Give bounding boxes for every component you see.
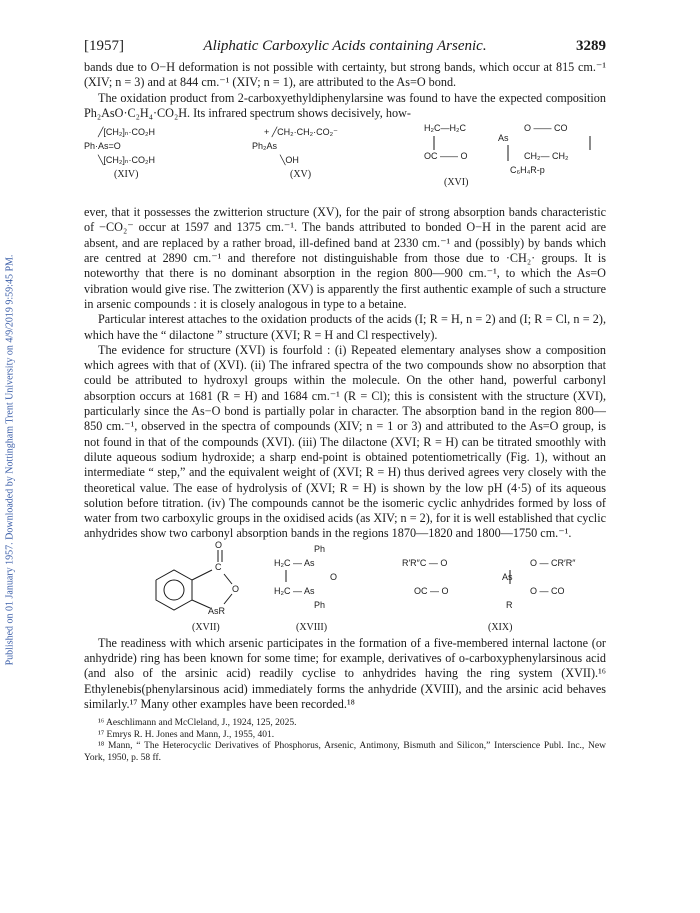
s19-r2: O — CR′R″	[530, 557, 576, 568]
page-number: 3289	[576, 38, 606, 54]
s18-r2: H₂C — As	[274, 585, 315, 596]
s15-bot: ╲OH	[280, 155, 299, 166]
paragraph-4: Particular interest attaches to the oxidation products of the acids (I; R = H, n = 2) and (I; R = Cl, n = 2), which have the “ dilactone ” structure (XVI; R = H and Cl respectively).	[84, 312, 606, 342]
label-xvi: (XVI)	[444, 177, 469, 189]
footnote-18: ¹⁸ Mann, “ The Heterocyclic Derivatives of Phosphorus, Arsenic, Antimony, Bismuth and Silicon,” Interscience Publ. Inc., New York, 1950, p. 58 ff.	[84, 741, 606, 763]
download-note: Published on 01 January 1957. Downloaded by Nottingham Trent University on 4/9/2019 9:59:45 PM.	[4, 254, 16, 666]
s19-r3: OC — O	[414, 585, 449, 596]
s19-r: R	[506, 599, 513, 610]
paragraph-3: ever, that it possesses the zwitterion structure (XV), for the pair of strong absorption bands characteristic of −CO₂⁻ occur at 1597 and 1375 cm.⁻¹. The bands attributed to bonded O−H in the parent acid are absent, and are replaced by a rather broad, ill-defined band at 2330 cm.⁻¹ and (possibly) by bands which are centred at 2890 cm.⁻¹ and therefore not distinguishable from those due to ·CH₂· groups. It is noteworthy that there is no dominant absorption in the region 800—900 cm.⁻¹, to which the As=O vibration would give rise. The zwitterion (XV) is apparently the first authentic example of such a structure in arsenic compounds : it is closely analogous in type to a betaine.	[84, 205, 606, 311]
label-xviii: (XVIII)	[296, 621, 328, 633]
s19-r4: O — CO	[530, 585, 565, 596]
paragraph-5: The evidence for structure (XVI) is fourfold : (i) Repeated elementary analyses show a composition which agrees with that of (XVI). (ii) The infrared spectra of the two compounds show no absorption that could be attributed to hydroxyl groups within the molecule. On the other hand, powerful carbonyl absorption occurs at 1681 (R = H) and 1684 cm.⁻¹ (R = Cl); this is consistent with the structure (XVI), particularly since the As−O bond is partially polar in character. The absorption band in the region 800—850 cm.⁻¹, observed in the spectra of compounds (XIV; n = 1 or 3) and attributed to the As=O group, is not found in that of the compounds (XVI). (iii) The dilactone (XVI; R = H) can be titrated smoothly with dilute aqueous sodium hydroxide; a sharp end-point is obtained potentiometrically (Fig. 1), without an intermediate “ step,” and the equivalent weight of (XVI; R = H) thus derived agrees very closely with the theoretical value. The ease of hydrolysis of (XVI; R = H) is shown by the low pH (4·5) of its aqueous solution before titration. (iv) The compounds cannot be the isomeric cyclic anhydrides formed by loss of water from two carboxylic groups in the oxidised acids (as XIV; n = 2), for it is well established that cyclic anhydrides show two carbonyl absorption bands in the regions 1870—1820 and 1800—1750 cm.⁻¹.	[84, 342, 606, 541]
paragraph-6: The readiness with which arsenic participates in the formation of a five-membered internal lactone (or anhydride) ring has been known for some time; for example, derivatives of o-carboxyphenylarsinous acid (and also of the arsinic acid) readily cyclise to anhydrides having the ring system (XVII).¹⁶ Ethylenebis(phenylarsinous acid) immediately forms the anhydride (XVIII), and the arsinic acid behaves similarly.¹⁷ Many other examples have been recorded.¹⁸	[84, 635, 606, 711]
structures-xvii-xix	[84, 539, 606, 636]
footnotes	[84, 718, 606, 764]
header-year: [1957]	[84, 38, 124, 54]
footnote-17: ¹⁷ Emrys R. H. Jones and Mann, J., 1955, 401.	[98, 729, 275, 740]
benzene-ring-xvii	[84, 539, 606, 636]
s17-c: C	[215, 561, 222, 572]
s14-bot: ╲[CH₂]ₙ·CO₂H	[98, 155, 155, 166]
s17-o2: O	[232, 583, 240, 594]
running-header	[84, 38, 606, 60]
journal-page	[84, 38, 606, 764]
s18-o: O	[330, 571, 338, 582]
s16-r4: CH₂— CH₂	[524, 151, 569, 162]
label-xvii: (XVII)	[192, 621, 220, 633]
s18-ph1: Ph	[314, 543, 326, 554]
s19-r1: R′R″C — O	[402, 557, 448, 568]
s15-top: + ╱CH₂·CH₂·CO₂⁻	[264, 127, 338, 138]
s16-r3: OC —— O	[424, 151, 468, 162]
s18-ph2: Ph	[314, 599, 326, 610]
s19-as: As	[502, 571, 513, 582]
s16-sub: C₆H₄R-p	[510, 165, 545, 176]
label-xiv: (XIV)	[114, 169, 139, 181]
header-title: Aliphatic Carboxylic Acids containing Arsenic.	[203, 38, 487, 54]
s16-r1: H₂C—H₂C	[424, 123, 466, 134]
structures-xiv-xvi	[84, 121, 606, 205]
s17-o: O	[215, 539, 223, 550]
s17-asr: AsR	[208, 605, 226, 616]
footnote-16: ¹⁶ Aeschlimann and McCleland, J., 1924, 125, 2025.	[98, 718, 297, 729]
s16-as: As	[498, 133, 509, 144]
s14-mid: Ph·As=O	[84, 141, 121, 152]
s14-top: ╱[CH₂]ₙ·CO₂H	[98, 127, 155, 138]
ring-bonds-xvi	[84, 121, 606, 205]
label-xv: (XV)	[290, 169, 312, 181]
paragraph-1: bands due to O−H deformation is not possible with certainty, but strong bands, which occur at 815 cm.⁻¹ (XIV; n = 3) and at 844 cm.⁻¹ (XIV; n = 1), are attributed to the As=O bond.	[84, 60, 606, 90]
download-watermark	[2, 60, 18, 860]
s18-r1: H₂C — As	[274, 557, 315, 568]
s15-mid: Ph₂As	[252, 141, 278, 152]
s16-r2: O —— CO	[524, 123, 568, 134]
paragraph-2: The oxidation product from 2-carboxyethyldiphenylarsine was found to have the expected composition Ph₂AsO·C₂H₄·CO₂H. Its infrared spectrum shows decisively, how-	[84, 90, 606, 120]
label-xix: (XIX)	[488, 621, 513, 633]
